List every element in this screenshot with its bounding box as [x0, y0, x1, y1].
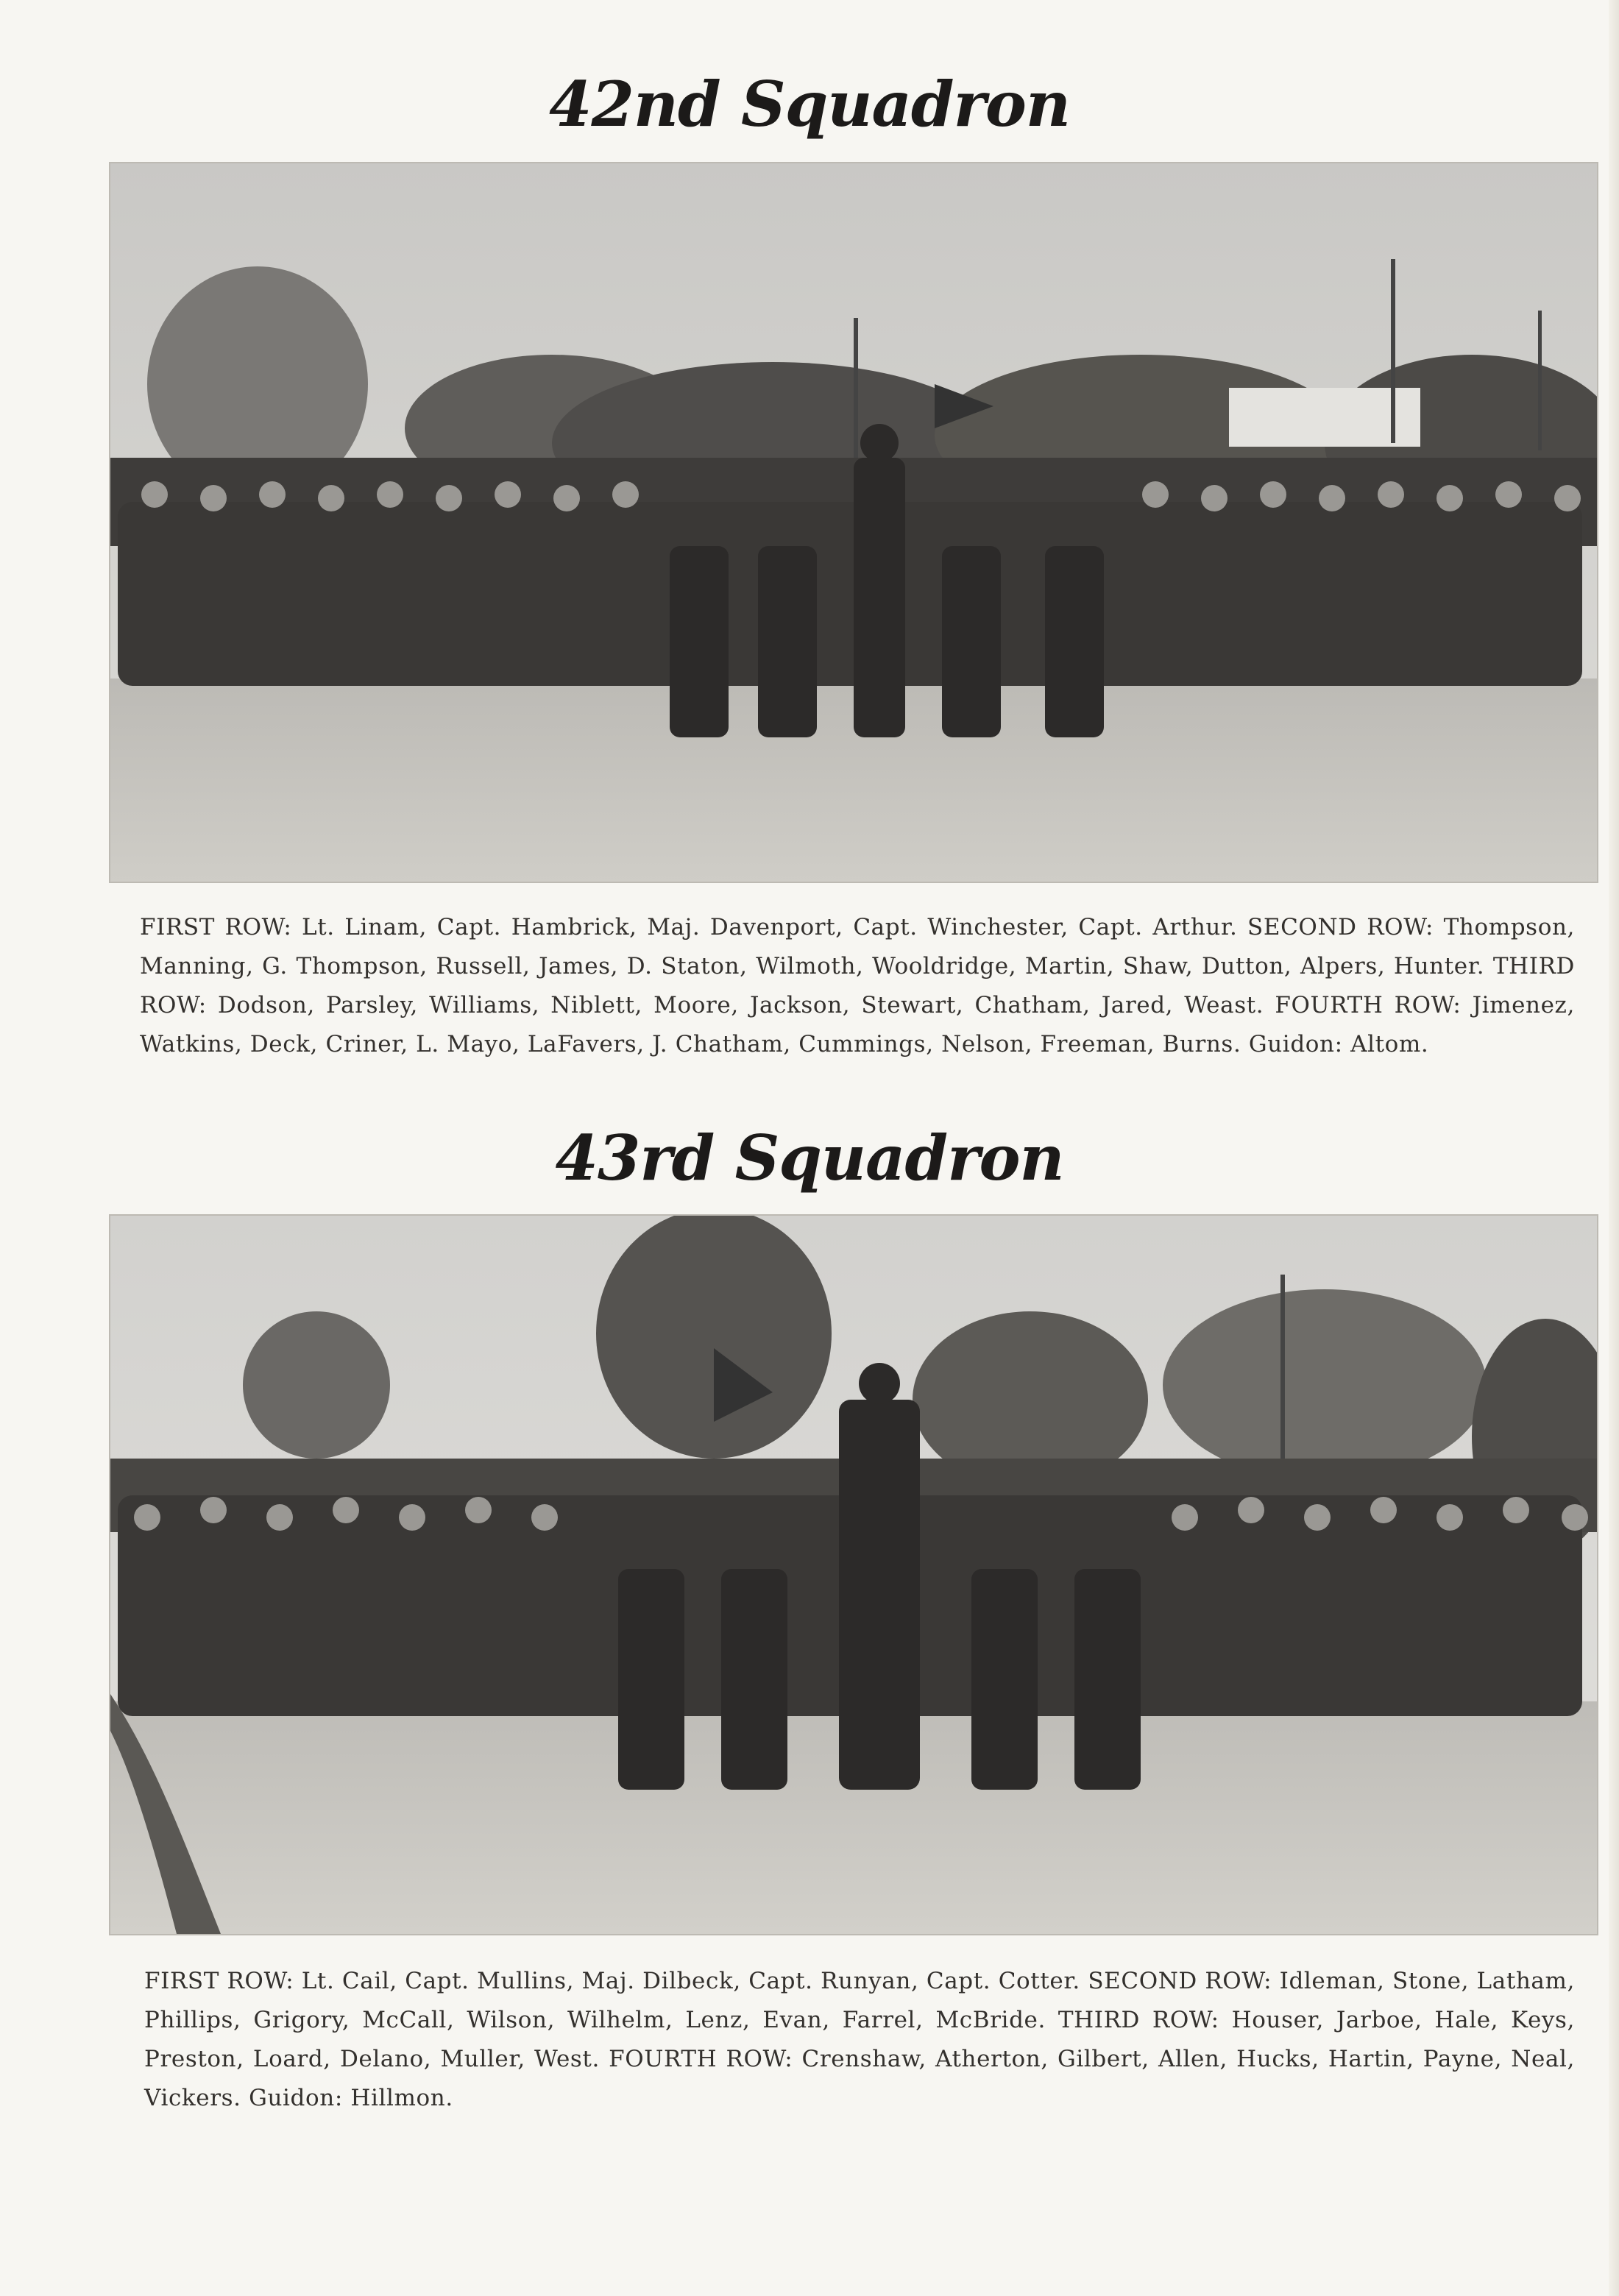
second-row-names: Idleman, Stone, Latham, Phillips, Grigory, McCall, Wilson, Wilhelm, Lenz, Evan, Farrel, McBride. — [144, 1968, 1575, 2033]
guidon-label: Guidon: — [249, 2085, 343, 2111]
fourth-row-label: FOURTH ROW: — [609, 2046, 793, 2072]
second-row-label: SECOND ROW: — [1088, 1968, 1272, 1994]
first-row-label: FIRST ROW: — [140, 914, 292, 940]
squadron-group-photo — [109, 1214, 1598, 1935]
photo-caption — [140, 908, 1575, 1064]
fourth-row-label: FOURTH ROW: — [1275, 992, 1462, 1018]
guidon-label: Guidon: — [1248, 1031, 1343, 1057]
third-row-names: Dodson, Parsley, Williams, Niblett, Moore, Jackson, Stewart, Chatham, Jared, Weast. — [217, 992, 1264, 1018]
group-photo-image — [110, 1216, 1597, 1934]
first-row-names: Lt. Cail, Capt. Mullins, Maj. Dilbeck, Capt. Runyan, Capt. Cotter. — [301, 1968, 1080, 1994]
squadron-group-photo — [109, 162, 1598, 883]
first-row-label: FIRST ROW: — [144, 1968, 294, 1994]
guidon-name: Hillmon. — [350, 2085, 453, 2111]
section-title: 42nd Squadron — [549, 68, 1070, 141]
group-photo-image — [110, 163, 1597, 882]
second-row-names: Thompson, Manning, G. Thompson, Russell, James, D. Staton, Wilmoth, Wooldridge, Martin, Shaw, Dutton, Alpers, Hunter. — [140, 914, 1575, 979]
third-row-label: THIRD ROW: — [1058, 2007, 1219, 2033]
fourth-row-names: Crenshaw, Atherton, Gilbert, Allen, Hucks, Hartin, Payne, Neal, Vickers. — [144, 2046, 1575, 2111]
second-row-label: SECOND ROW: — [1247, 914, 1434, 940]
guidon-name: Altom. — [1350, 1031, 1429, 1057]
first-row-names: Lt. Linam, Capt. Hambrick, Maj. Davenport, Capt. Winchester, Capt. Arthur. — [302, 914, 1238, 940]
third-row-label: THIRD ROW: — [140, 953, 1575, 1018]
photo-caption — [144, 1962, 1575, 2118]
fourth-row-names: Jimenez, Watkins, Deck, Criner, L. Mayo, LaFavers, J. Chatham, Cummings, Nelson, Freeman, Burns. — [140, 992, 1575, 1057]
section-title: 43rd Squadron — [555, 1122, 1064, 1194]
third-row-names: Houser, Jarboe, Hale, Keys, Preston, Loard, Delano, Muller, West. — [144, 2007, 1575, 2072]
